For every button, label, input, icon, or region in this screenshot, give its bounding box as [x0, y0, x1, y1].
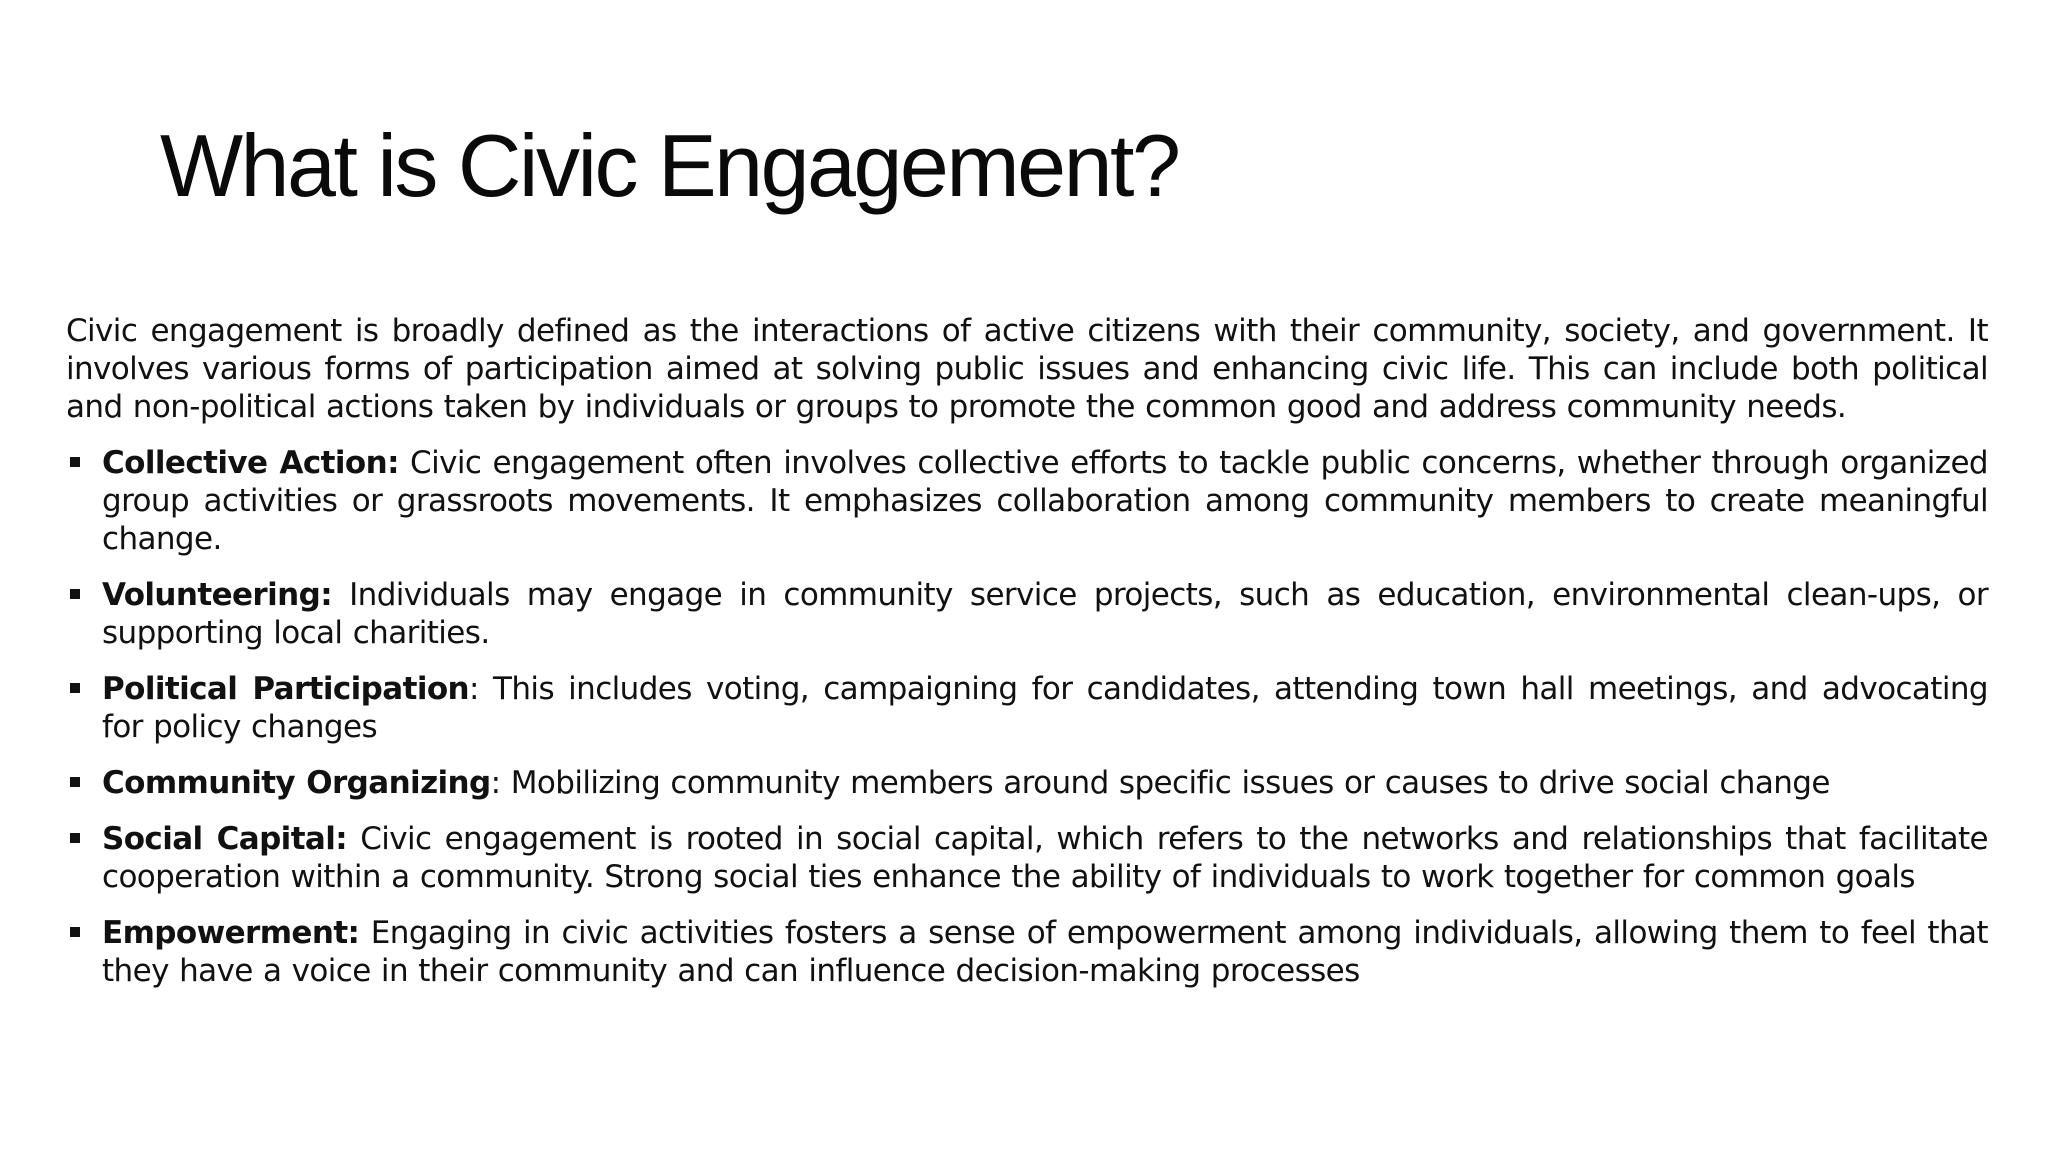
bullet-text: Mobilizing community members around specific issues or causes to drive social change — [500, 765, 1830, 801]
bullet-item-social-capital — [66, 820, 1988, 896]
square-bullet-icon — [70, 927, 80, 937]
bullet-term: Community Organizing — [102, 765, 491, 801]
bullet-text: Engaging in civic activities fosters a sense of empowerment among individuals, allowing them to feel that they have a voice in their community and can influence decision-making processes — [102, 915, 1988, 989]
square-bullet-icon — [70, 833, 80, 843]
bullet-item-volunteering — [66, 576, 1988, 652]
bullet-term: Collective Action: — [102, 445, 399, 481]
square-bullet-icon — [70, 777, 80, 787]
bullet-separator: : — [490, 765, 501, 801]
intro-paragraph: Civic engagement is broadly defined as the interactions of active citizens with their community, society, and government. It involves various forms of participation aimed at solving public issues and enhancing civic life. This can include both political and non-political actions taken by individuals or groups to promote the common good and address community needs. — [66, 313, 1988, 425]
bullet-list — [66, 444, 1988, 990]
bullet-item-empowerment — [66, 914, 1988, 990]
bullet-item-collective-action — [66, 444, 1988, 558]
square-bullet-icon — [70, 589, 80, 599]
bullet-term: Social Capital: — [102, 821, 348, 857]
bullet-item-political-participation — [66, 670, 1988, 746]
square-bullet-icon — [70, 683, 80, 693]
bullet-separator: : — [469, 671, 479, 707]
bullet-item-community-organizing — [66, 764, 1988, 802]
bullet-term: Empowerment: — [102, 915, 360, 951]
bullet-text: Civic engagement is rooted in social capital, which refers to the networks and relationships that facilitate cooperation within a community. Strong social ties enhance the ability of individuals to work together for common goals — [102, 821, 1988, 895]
bullet-term: Volunteering: — [102, 577, 332, 613]
slide-title: What is Civic Engagement? — [160, 116, 1179, 215]
slide-body — [66, 312, 1988, 1008]
bullet-text: Civic engagement often involves collective efforts to tackle public concerns, whether through organized group activities or grassroots movements. It emphasizes collaboration among community members to create meaningful change. — [102, 445, 1988, 557]
bullet-text: Individuals may engage in community service projects, such as education, environmental clean-ups, or supporting local charities. — [102, 577, 1988, 651]
bullet-term: Political Participation — [102, 671, 470, 707]
bullet-text: This includes voting, campaigning for candidates, attending town hall meetings, and advocating for policy changes — [102, 671, 1988, 745]
square-bullet-icon — [70, 457, 80, 467]
